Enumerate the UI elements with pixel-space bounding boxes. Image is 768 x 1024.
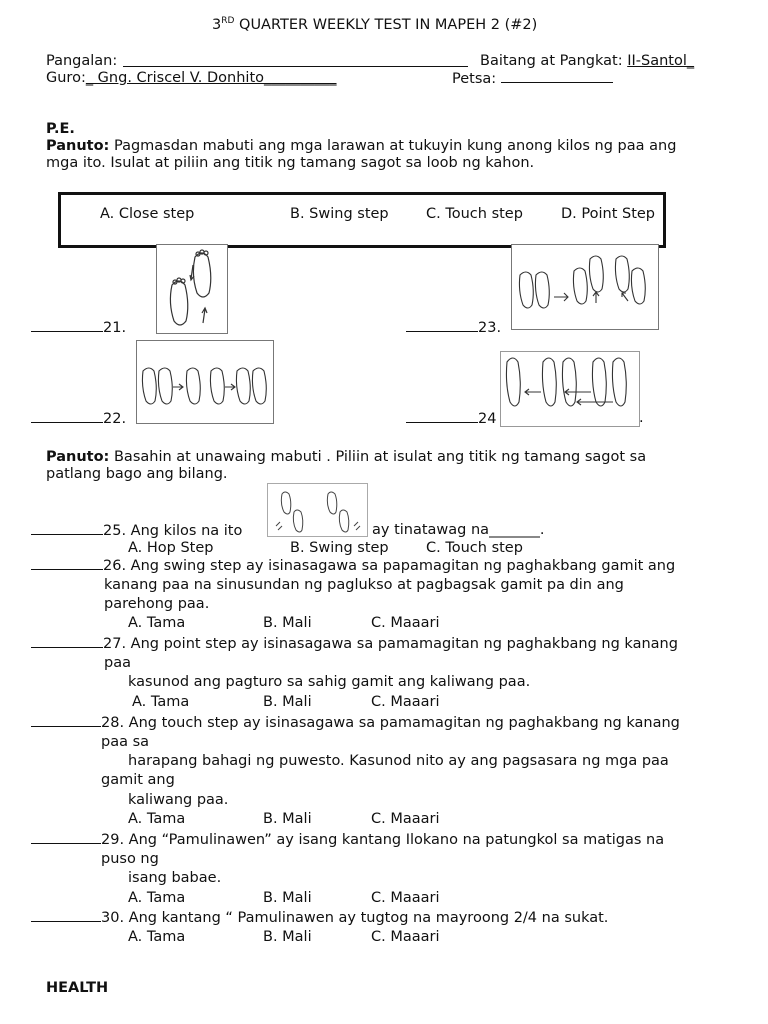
q26-choice-a: A. Tama <box>128 615 186 631</box>
item-24-trail: . <box>639 410 644 426</box>
teacher-value: _ Gng. Criscel V. Donhito__________ <box>85 70 337 86</box>
feet-touch-step-icon <box>511 244 659 330</box>
section2-instruction: Panuto: Basahin at unawaing mabuti . Piliin at isulat ang titik ng tamang sagot sa <box>46 449 647 465</box>
q28-choice-a: A. Tama <box>128 811 186 827</box>
pe-instruction: Panuto: Pagmasdan mabuti ang mga larawan at tukuyin kung anong kilos ng paa ang <box>46 138 677 154</box>
feet-close-step-icon <box>156 244 228 334</box>
q26: 26. Ang swing step ay isinasagawa sa papamagitan ng paghakbang gamit ang <box>31 556 675 575</box>
answer-blank-21[interactable] <box>31 318 103 332</box>
q27-choice-b: B. Mali <box>263 694 312 710</box>
q29-choice-c: C. Maaari <box>371 890 440 906</box>
grade-label: Baitang at Pangkat: II-Santol_ <box>480 53 695 69</box>
q26-choice-c: C. Maaari <box>371 615 440 631</box>
q26-line3: parehong paa. <box>104 596 210 612</box>
date-blank[interactable] <box>501 69 613 83</box>
q27-choice-a: A. Tama <box>132 694 190 710</box>
q29-line2: puso ng <box>101 851 159 867</box>
teacher-label: Guro:_ Gng. Criscel V. Donhito__________ <box>46 70 337 86</box>
page-title: 3RD QUARTER WEEKLY TEST IN MAPEH 2 (#2) <box>212 16 538 33</box>
pe-heading: P.E. <box>46 121 75 137</box>
q28-choice-b: B. Mali <box>263 811 312 827</box>
health-heading: HEALTH <box>46 980 109 996</box>
q25-suffix: ay tinatawag na_______. <box>372 522 545 538</box>
q25: 25. Ang kilos na ito <box>31 521 242 540</box>
choice-a: A. Close step <box>100 206 195 222</box>
answer-blank-27[interactable] <box>31 634 103 648</box>
q30-choice-c: C. Maaari <box>371 929 440 945</box>
answer-blank-26[interactable] <box>31 556 103 570</box>
feet-point-step-icon <box>136 340 274 424</box>
choice-c: C. Touch step <box>426 206 523 222</box>
feet-hop-step-icon <box>267 483 368 537</box>
q29-line3: isang babae. <box>128 870 222 886</box>
q29-choice-a: A. Tama <box>128 890 186 906</box>
q26-line2: kanang paa na sinusundan ng paglukso at pagbagsak gamit pa din ang <box>104 577 624 593</box>
q27-line3: kasunod ang pagturo sa sahig gamit ang kaliwang paa. <box>128 674 531 690</box>
q28-line3: harapang bahagi ng puwesto. Kasunod nito ay ang pagsasara ng mga paa <box>128 753 669 769</box>
q29-choice-b: B. Mali <box>263 890 312 906</box>
pe-instruction-line2: mga ito. Isulat at piliin ang titik ng tamang sagot sa loob ng kahon. <box>46 155 535 171</box>
answer-blank-23[interactable] <box>406 318 478 332</box>
answer-blank-24[interactable] <box>406 409 478 423</box>
grade-value: II-Santol_ <box>627 53 695 69</box>
q30-choice-b: B. Mali <box>263 929 312 945</box>
answer-blank-29[interactable] <box>31 830 101 844</box>
q30-choice-a: A. Tama <box>128 929 186 945</box>
name-blank[interactable] <box>123 66 468 67</box>
q28-line4: gamit ang <box>101 772 175 788</box>
name-label: Pangalan: <box>46 53 118 69</box>
q28-line2: paa sa <box>101 734 150 750</box>
answer-blank-25[interactable] <box>31 521 103 535</box>
q29: 29. Ang “Pamulinawen” ay isang kantang Ilokano na patungkol sa matigas na <box>31 830 664 849</box>
feet-swing-step-icon <box>500 351 640 427</box>
q28-choice-c: C. Maaari <box>371 811 440 827</box>
q27-line2: paa <box>104 655 131 671</box>
choice-d: D. Point Step <box>561 206 656 222</box>
answer-blank-30[interactable] <box>31 908 101 922</box>
item-22: 22. <box>31 409 126 428</box>
q27: 27. Ang point step ay isinasagawa sa pamamagitan ng paghakbang ng kanang <box>31 634 678 653</box>
q26-choice-b: B. Mali <box>263 615 312 631</box>
item-24: 24 <box>406 409 496 428</box>
item-23: 23. <box>406 318 501 337</box>
q25-choice-a: A. Hop Step <box>128 540 214 556</box>
answer-blank-22[interactable] <box>31 409 103 423</box>
q28: 28. Ang touch step ay isinasagawa sa pamamagitan ng paghakbang ng kanang <box>31 713 680 732</box>
q27-choice-c: C. Maaari <box>371 694 440 710</box>
q25-choice-c: C. Touch step <box>426 540 523 556</box>
q30: 30. Ang kantang “ Pamulinawen ay tugtog na mayroong 2/4 na sukat. <box>31 908 608 927</box>
section2-instruction-line2: patlang bago ang bilang. <box>46 466 228 482</box>
date-label: Petsa: <box>452 69 613 88</box>
q25-choice-b: B. Swing step <box>290 540 389 556</box>
q28-line5: kaliwang paa. <box>128 792 229 808</box>
choice-b: B. Swing step <box>290 206 389 222</box>
item-21: 21. <box>31 318 126 337</box>
answer-blank-28[interactable] <box>31 713 101 727</box>
